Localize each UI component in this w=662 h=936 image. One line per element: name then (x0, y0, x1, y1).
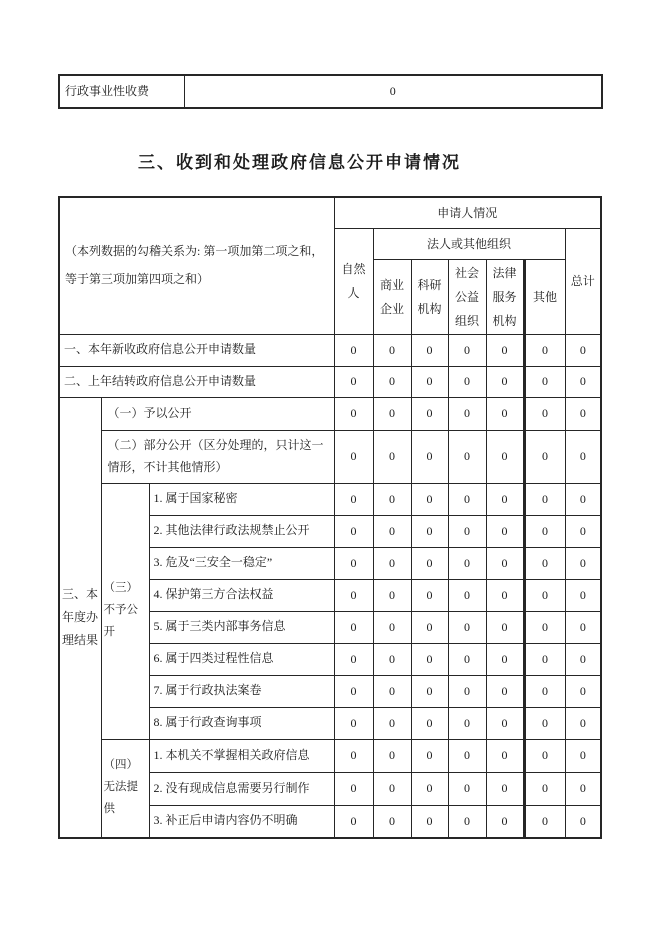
value-cell: 0 (486, 366, 524, 397)
value-cell: 0 (334, 611, 373, 643)
value-cell: 0 (565, 675, 601, 707)
row-label: 3. 补正后申请内容仍不明确 (149, 805, 334, 838)
value-cell: 0 (334, 805, 373, 838)
value-cell: 0 (524, 579, 565, 611)
value-cell: 0 (373, 805, 411, 838)
col-header-total: 总计 (565, 228, 601, 334)
value-cell: 0 (373, 483, 411, 515)
row-label: 一、本年新收政府信息公开申请数量 (59, 334, 334, 366)
value-cell: 0 (565, 739, 601, 772)
row-label: 7. 属于行政执法案卷 (149, 675, 334, 707)
value-cell: 0 (411, 805, 448, 838)
row-label: 3. 危及“三安全一稳定” (149, 547, 334, 579)
value-cell: 0 (565, 366, 601, 397)
value-cell: 0 (486, 334, 524, 366)
value-cell: 0 (486, 483, 524, 515)
row-label: 2. 没有现成信息需要另行制作 (149, 772, 334, 805)
value-cell: 0 (486, 805, 524, 838)
value-cell: 0 (334, 739, 373, 772)
group-not-disclosed: （三）不予公开 (101, 483, 149, 739)
value-cell: 0 (448, 611, 486, 643)
value-cell: 0 (486, 579, 524, 611)
value-cell: 0 (411, 643, 448, 675)
value-cell: 0 (565, 611, 601, 643)
value-cell: 0 (486, 772, 524, 805)
value-cell: 0 (448, 707, 486, 739)
group-annual-results: 三、本年度办理结果 (59, 397, 101, 838)
value-cell: 0 (565, 397, 601, 430)
value-cell: 0 (524, 707, 565, 739)
value-cell: 0 (448, 515, 486, 547)
value-cell: 0 (565, 643, 601, 675)
value-cell: 0 (524, 334, 565, 366)
value-cell: 0 (524, 675, 565, 707)
value-cell: 0 (486, 675, 524, 707)
table-row (59, 483, 601, 515)
section-title: 三、收到和处理政府信息公开申请情况 (138, 153, 461, 172)
value-cell: 0 (448, 483, 486, 515)
value-cell: 0 (486, 707, 524, 739)
table-note: （本列数据的勾稽关系为: 第一项加第二项之和，等于第三项加第四项之和） (59, 197, 334, 334)
value-cell: 0 (486, 547, 524, 579)
value-cell: 0 (524, 483, 565, 515)
value-cell: 0 (334, 483, 373, 515)
value-cell: 0 (448, 675, 486, 707)
col-header-research-institution: 科研机构 (411, 259, 448, 334)
value-cell: 0 (334, 579, 373, 611)
value-cell: 0 (486, 430, 524, 483)
value-cell: 0 (448, 739, 486, 772)
value-cell: 0 (373, 675, 411, 707)
fees-table-fragment (58, 74, 603, 109)
value-cell: 0 (411, 334, 448, 366)
value-cell: 0 (448, 334, 486, 366)
value-cell: 0 (334, 675, 373, 707)
value-cell: 0 (524, 366, 565, 397)
value-cell: 0 (565, 579, 601, 611)
value-cell: 0 (411, 707, 448, 739)
row-label: 5. 属于三类内部事务信息 (149, 611, 334, 643)
col-header-legal-service-org: 法律服务机构 (486, 259, 524, 334)
value-cell: 0 (565, 547, 601, 579)
value-cell: 0 (334, 334, 373, 366)
value-cell: 0 (524, 611, 565, 643)
table-row (59, 334, 601, 366)
value-cell: 0 (524, 547, 565, 579)
value-cell: 0 (411, 579, 448, 611)
col-header-legal-or-other-org: 法人或其他组织 (373, 228, 565, 259)
value-cell: 0 (334, 707, 373, 739)
value-cell: 0 (448, 430, 486, 483)
value-cell: 0 (373, 547, 411, 579)
value-cell: 0 (486, 739, 524, 772)
row-label: 4. 保护第三方合法权益 (149, 579, 334, 611)
value-cell: 0 (373, 334, 411, 366)
col-header-applicant-status: 申请人情况 (334, 197, 601, 228)
value-cell: 0 (486, 643, 524, 675)
value-cell: 0 (373, 366, 411, 397)
row-label: 二、上年结转政府信息公开申请数量 (59, 366, 334, 397)
value-cell: 0 (411, 739, 448, 772)
value-cell: 0 (334, 547, 373, 579)
row-label: 8. 属于行政查询事项 (149, 707, 334, 739)
value-cell: 0 (524, 805, 565, 838)
value-cell: 0 (448, 397, 486, 430)
value-cell: 0 (334, 397, 373, 430)
value-cell: 0 (373, 397, 411, 430)
row-label: （二）部分公开（区分处理的，只计这一情形，不计其他情形） (101, 430, 334, 483)
col-header-other: 其他 (524, 259, 565, 334)
value-cell: 0 (524, 397, 565, 430)
row-label: 1. 本机关不掌握相关政府信息 (149, 739, 334, 772)
value-cell: 0 (411, 483, 448, 515)
value-cell: 0 (565, 430, 601, 483)
value-cell: 0 (524, 739, 565, 772)
value-cell: 0 (411, 397, 448, 430)
value-cell: 0 (486, 397, 524, 430)
value-cell: 0 (448, 547, 486, 579)
fee-label: 行政事业性收费 (59, 75, 184, 108)
value-cell: 0 (411, 430, 448, 483)
value-cell: 0 (373, 579, 411, 611)
value-cell: 0 (565, 515, 601, 547)
row-label: 6. 属于四类过程性信息 (149, 643, 334, 675)
value-cell: 0 (334, 772, 373, 805)
value-cell: 0 (448, 805, 486, 838)
value-cell: 0 (411, 366, 448, 397)
value-cell: 0 (565, 483, 601, 515)
value-cell: 0 (524, 430, 565, 483)
value-cell: 0 (411, 515, 448, 547)
value-cell: 0 (448, 772, 486, 805)
row-label: 2. 其他法律行政法规禁止公开 (149, 515, 334, 547)
table-row (59, 366, 601, 397)
group-unable-to-provide: （四）无法提供 (101, 739, 149, 838)
value-cell: 0 (565, 707, 601, 739)
value-cell: 0 (524, 515, 565, 547)
row-label: （一）予以公开 (101, 397, 334, 430)
value-cell: 0 (448, 366, 486, 397)
value-cell: 0 (373, 643, 411, 675)
table-row (59, 430, 601, 483)
value-cell: 0 (524, 643, 565, 675)
value-cell: 0 (448, 643, 486, 675)
value-cell: 0 (334, 430, 373, 483)
value-cell: 0 (373, 611, 411, 643)
value-cell: 0 (411, 675, 448, 707)
col-header-social-welfare-org: 社会公益组织 (448, 259, 486, 334)
value-cell: 0 (373, 739, 411, 772)
value-cell: 0 (565, 772, 601, 805)
row-label: 1. 属于国家秘密 (149, 483, 334, 515)
value-cell: 0 (411, 772, 448, 805)
value-cell: 0 (334, 643, 373, 675)
value-cell: 0 (486, 515, 524, 547)
value-cell: 0 (373, 707, 411, 739)
table-row (59, 397, 601, 430)
col-header-commercial-enterprise: 商业企业 (373, 259, 411, 334)
value-cell: 0 (373, 430, 411, 483)
value-cell: 0 (373, 515, 411, 547)
value-cell: 0 (373, 772, 411, 805)
value-cell: 0 (448, 579, 486, 611)
fee-value: 0 (184, 75, 602, 108)
col-header-natural-person: 自然人 (334, 228, 373, 334)
value-cell: 0 (486, 611, 524, 643)
value-cell: 0 (565, 334, 601, 366)
value-cell: 0 (334, 515, 373, 547)
value-cell: 0 (524, 772, 565, 805)
info-disclosure-requests-table (58, 196, 602, 839)
value-cell: 0 (565, 805, 601, 838)
value-cell: 0 (334, 366, 373, 397)
table-row (59, 739, 601, 772)
value-cell: 0 (411, 547, 448, 579)
value-cell: 0 (411, 611, 448, 643)
